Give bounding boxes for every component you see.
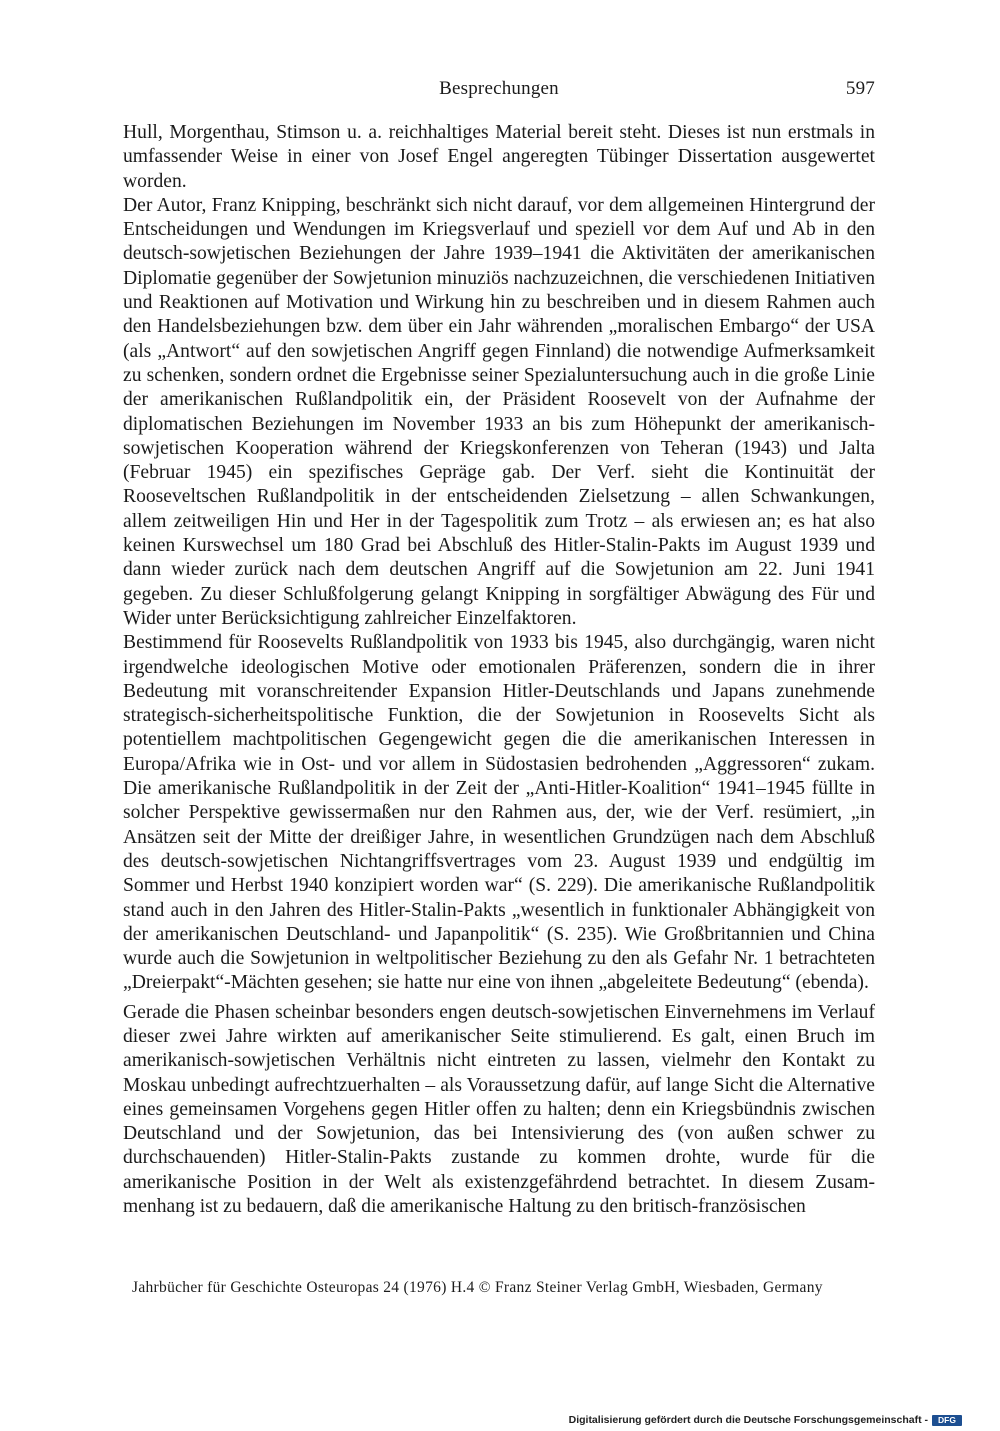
paragraph: Der Autor, Franz Knipping, beschränkt sich nicht darauf, vor dem allgemeinen Hintergrund der Entscheidungen und Wendungen im Kriegsverlauf und speziell vor dem Auf und Ab in den deutsch-sowjetischen Beziehungen der Jahre 1939–1941 die Aktivitäten der amerikanischen Diplomatie gegenüber der Sowjetunion minuziös nachzuzeichnen, die verschiedenen Initiativen und Reaktionen auf Motivation und Wirkung hin zu beschreiben und in diesem Rahmen auch den Handelsbeziehungen bzw. dem über ein Jahr währenden „moralischen Embargo“ der USA (als „Antwort“ auf den sowjetischen Angriff gegen Finnland) die notwendige Aufmerksamkeit zu schenken, sondern ordnet die Ergebnisse seiner Spezialuntersuchung auch in die große Linie der amerikanischen Rußlandpolitik ein, der Präsident Roosevelt von der Aufnahme der diplomatischen Beziehungen im November 1933 an bis zum Höhepunkt der amerikanisch-sowjetischen Kooperation während der Kriegskonferenzen von Teheran (1943) und Jalta (Februar 1945) ein spezifisches Gepräge gab. Der Verf. sieht die Kontinuität der Rooseveltschen Rußlandpolitik in der entscheidenden Zielsetzung – allen Schwankungen, allem zeitweiligen Hin und Her in der Tagespolitik zum Trotz – als erwiesen an; es hat also keinen Kurswechsel um 180 Grad bei Abschluß des Hitler-Stalin-Pakts im August 1939 und dann wieder zurück nach dem deutschen Angriff auf die Sowjetunion am 22. Juni 1941 gegeben. Zu dieser Schlußfolgerung gelangt Knipping in sorgfältiger Abwägung des Für und Wider unter Berücksichtigung zahlreicher Einzelfaktoren. <box>123 194 875 629</box>
paragraph-continued: Hull, Morgenthau, Stimson u. a. reichhaltiges Material bereit steht. Dieses ist nun erstmals in umfassender Weise in einer von Josef Engel angeregten Tübinger Dissertation ausgewertet worden. <box>123 122 875 192</box>
body-text <box>123 121 875 1219</box>
dfg-logo: DFG <box>932 1415 962 1426</box>
page-number: 597 <box>845 78 875 99</box>
running-head <box>123 78 875 104</box>
digitization-credit <box>569 1414 962 1426</box>
journal-citation: Jahrbücher für Geschichte Osteuropas 24 (1976) H.4 © Franz Steiner Verlag GmbH, Wiesbaden, Germany <box>132 1279 823 1296</box>
paragraph: Bestimmend für Roosevelts Rußlandpolitik von 1933 bis 1945, also durchgängig, waren nicht irgendwelche ideologischen Motive oder emotionalen Präferenzen, sondern die in ihrer Bedeutung mit voranschreitender Expansion Hitler-Deutschlands und Japans zunehmende strategisch-sicherheitspolitische Funktion, die der Sowjetunion in Roosevelts Sicht als potentiellem machtpolitischen Gegengewicht gegen die die amerikanischen Interessen in Europa/Afrika wie in Ost- und vor allem in Südostasien bedrohenden „Aggressoren“ zukam. Die amerikanische Rußlandpolitik in der Zeit der „Anti-Hitler-Koalition“ 1941–1945 füllte in solcher Perspektive gewissermaßen nur den Rahmen aus, der, wie der Verf. resümiert, „in Ansätzen seit der Mitte der dreißiger Jahre, in wesentlichen Grundzügen nach dem Abschluß des deutsch-sowjetischen Nichtangriffsvertrages vom 23. August 1939 und endgültig im Sommer und Herbst 1940 konzipiert worden war“ (S. 229). Die amerikanische Rußlandpolitik stand auch in den Jahren des Hitler-Stalin-Pakts „wesentlich in funktionaler Abhängigkeit von der amerikanischen Deutschland- und Japanpolitik“ (S. 235). Wie Großbritannien und China wurde auch die Sowjetunion in weltpolitischer Beziehung zu den als Gefahr Nr. 1 betrachteten „Dreierpakt“-Mächten gesehen; sie hatte nur eine von ihnen „abgeleitete Bedeutung“ (ebenda). <box>123 632 875 994</box>
digitization-credit-text: Digitalisierung gefördert durch die Deutsche Forschungsgemeinschaft - <box>568 1414 928 1426</box>
running-title: Besprechungen <box>439 78 559 99</box>
paragraph: Gerade die Phasen scheinbar besonders engen deutsch-sowjetischen Einvernehmens im Verlauf dieser zwei Jahre wirkten auf amerikanischer Seite stimulierend. Es galt, einen Bruch im amerikanisch-sowjetischen Verhältnis nicht eintreten zu lassen, vielmehr den Kontakt zu Moskau unbedingt aufrechtzuerhalten – als Voraussetzung dafür, auf lange Sicht die Alternative eines gemeinsamen Vorgehens gegen Hitler offen zu halten; denn ein Kriegsbündnis zwischen Deutschland und der Sowjetunion, das bei Intensivierung des (von außen schwer zu durchschauenden) Hitler-Stalin-Pakts zustande zu kommen drohte, wurde für die amerikanische Position in der Welt als existenzgefährdend betrachtet. In diesem Zusammenhang ist zu bedauern, daß die amerikanische Haltung zu den britisch-französischen <box>123 1001 875 1218</box>
